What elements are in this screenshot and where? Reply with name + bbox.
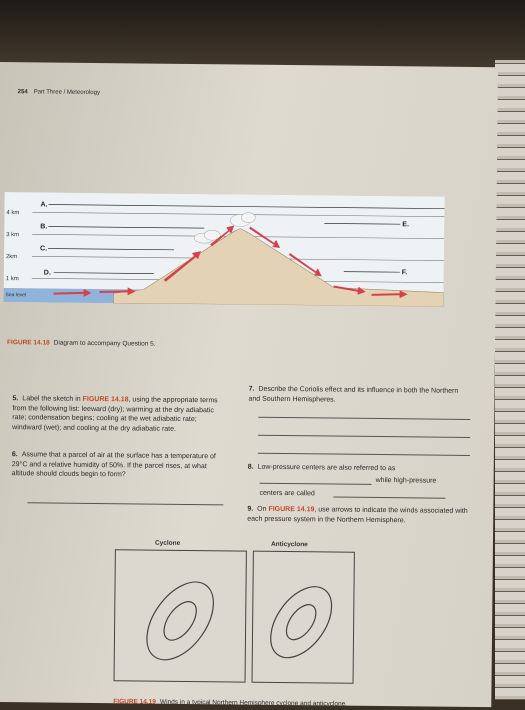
figure-14-18-text: Diagram to accompany Question 5. [53,339,156,348]
textbook-page [0,62,498,707]
question-5-pre: Label the sketch in [22,395,83,403]
mountain-diagram [3,192,444,307]
label-f: F. [401,269,408,277]
page-number: 254 [17,89,28,96]
anticyclone-isobars [253,552,354,683]
question-7 [248,385,470,406]
altitude-3km: 3 km [6,232,20,239]
question-5-number: 5. [12,395,19,403]
question-7-text: Describe the Coriolis effect and its influence in both the Northern and Southern Hemispheres. [248,385,459,404]
label-a: A. [40,201,48,209]
cyclone-label: Cyclone [154,539,181,547]
cyclone-isobars [115,550,246,681]
question-9-number: 9. [247,505,254,513]
question-5-ref: FIGURE 14.18 [82,395,129,404]
question-9-ref: FIGURE 14.19 [268,505,315,514]
question-8-text-a: Low-pressure centers are also referred to as [257,463,396,473]
question-8-blank-2[interactable] [333,497,445,499]
figure-14-19-caption [113,697,363,709]
label-d: D. [43,269,51,277]
anticyclone-label: Anticyclone [270,540,308,549]
label-c: C. [40,245,48,253]
question-5 [12,394,222,434]
label-b: B. [40,223,48,231]
question-7-answer-line-1[interactable] [258,417,470,420]
question-8-blank-1[interactable] [260,483,372,485]
label-e: E. [402,221,409,229]
question-6-number: 6. [11,451,18,459]
figure-14-19-label: FIGURE 14.19 [113,698,156,706]
altitude-4km: 4 km [6,210,20,217]
question-9-text: , use arrows to indicate the winds associated with each pressure system in the Northern Hemisphere. [247,506,468,524]
figure-14-19-text: Winds in a typical Northern Hemisphere cyclone and anticyclone. [159,698,348,708]
altitude-sea-level: Sea level [5,292,27,299]
question-6-answer-line[interactable] [27,502,223,505]
question-8-text-b: while high-pressure [375,476,437,485]
anticyclone-box[interactable] [252,551,355,684]
question-5-text: , using the appropriate terms from the following list: leeward (dry); warming at the dry adiabatic rate; condensation begins; cooling at the wet adiabatic rate; windward (wet); and cooling at the dry adiabatic rate. [12,396,218,433]
question-6-text: Assume that a parcel of air at the surface has a temperature of 29°C and a relative humidity of 50%. If the parcel rises, at what altitude should clouds begin to form? [11,451,216,479]
page-header [18,88,100,98]
altitude-2km: 2km [5,254,18,261]
section-title: Part Three / Meteorology [33,89,100,97]
figure-14-18-caption [7,338,156,349]
cyclone-box[interactable] [114,549,247,682]
altitude-1km: 1 km [5,276,19,283]
question-8-text-c: centers are called [259,489,315,498]
question-9 [247,505,471,526]
question-8-number: 8. [247,463,254,471]
question-9-pre: On [257,505,269,513]
figure-14-18-label: FIGURE 14.18 [7,339,50,347]
question-7-answer-line-3[interactable] [258,453,470,456]
question-6 [12,450,222,481]
question-7-number: 7. [248,385,255,393]
question-8 [248,463,470,475]
spiral-binding [495,60,525,700]
question-7-answer-line-2[interactable] [258,435,470,438]
